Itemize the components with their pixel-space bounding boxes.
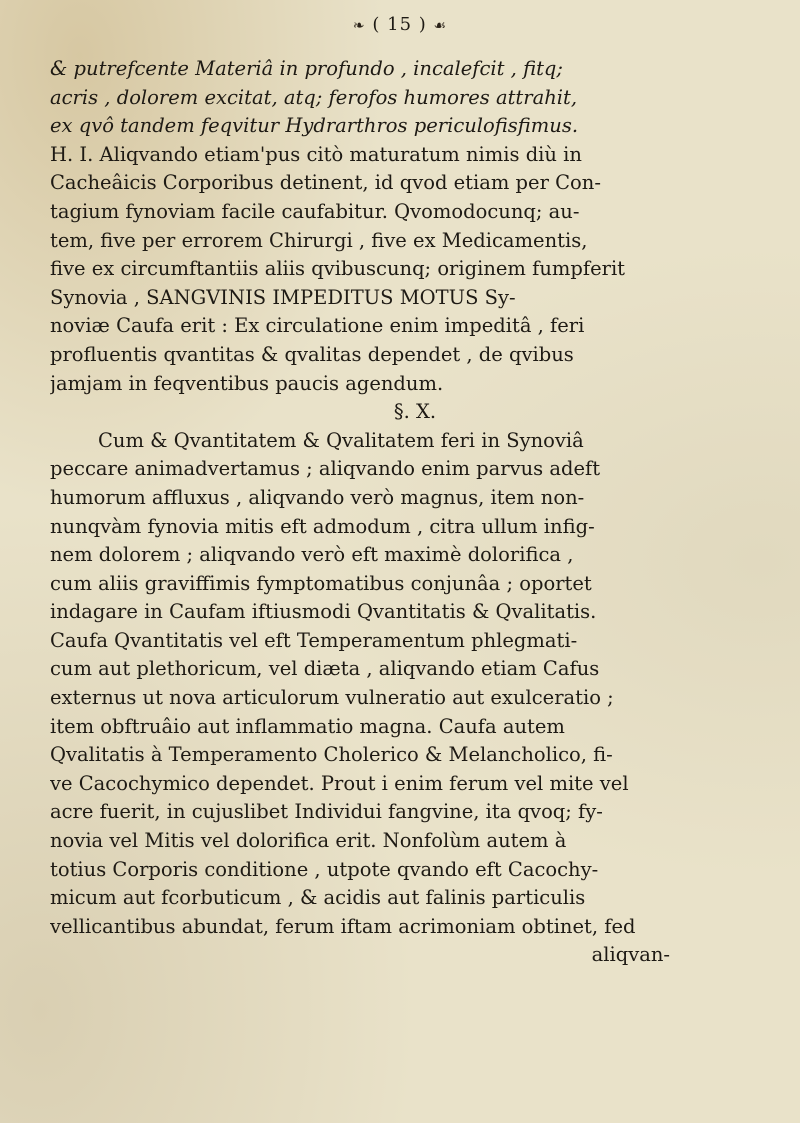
text-line: five ex circumftantiis aliis qvibuscunq; originem fumpferit — [50, 257, 626, 281]
text-line: acris , dolorem excitat, atq; ferofos humores attrahit, — [50, 85, 578, 109]
text-line: externus ut nova articulorum vulneratio aut exulceratio ; — [50, 686, 614, 710]
text-line: profluentis qvantitas & qvalitas dependet , de qvibus — [50, 342, 574, 366]
text-line: & putrefcente Materiâ in profundo , incalefcit , fitq; — [50, 57, 563, 80]
page-number: ( 15 ) — [372, 14, 427, 35]
text-line: acre fuerit, in cujuslibet Individui fangvine, ita qvoq; fy- — [50, 800, 603, 824]
text-line: Synovia , SANGVINIS IMPEDITUS MOTUS Sy- — [50, 285, 516, 309]
text-line: humorum affluxus , aliqvando verò magnus, item non- — [50, 485, 585, 509]
text-line: cum aut plethoricum, vel diæta , aliqvando etiam Cafus — [50, 657, 600, 681]
right-ornament: ☙ — [433, 18, 448, 34]
text-line: micum aut fcorbuticum , & acidis aut falinis particulis — [50, 886, 586, 910]
text-line: tagium fynoviam facile caufabitur. Qvomodocunq; au- — [50, 199, 580, 223]
text-line: tem, five per errorem Chirurgi , five ex Medicamentis, — [50, 228, 588, 252]
text-line: novia vel Mitis vel dolorifica erit. Nonfolùm autem à — [50, 829, 567, 853]
text-line: noviæ Caufa erit : Ex circulatione enim impeditâ , feri — [50, 314, 585, 338]
text-line: Qvalitatis à Temperamento Cholerico & Melancholico, fi- — [50, 743, 613, 767]
text-line: ex qvô tandem feqvitur Hydrarthros periculofisfimus. — [50, 114, 579, 138]
left-ornament: ❧ — [352, 18, 366, 34]
text-line: ve Cacochymico dependet. Prout i enim ferum vel mite vel — [50, 771, 629, 795]
text-line: Caufa Qvantitatis vel eft Temperamentum phlegmati- — [50, 628, 578, 652]
body-text — [50, 55, 740, 970]
text-line: nunqvàm fynovia mitis eft admodum , citra ullum infig- — [50, 514, 595, 538]
text-line: item obftruâio aut inflammatio magna. Caufa autem — [50, 714, 565, 738]
text-line: Cacheâicis Corporibus detinent, id qvod etiam per Con- — [50, 171, 601, 195]
text-line: cum aliis graviffimis fymptomatibus conjunâa ; oportet — [50, 571, 592, 595]
text-line: vellicantibus abundat, ferum iftam acrimoniam obtinet, fed — [50, 914, 636, 938]
catchword: aliqvan- — [591, 943, 670, 967]
text-line: indagare in Caufam iftiusmodi Qvantitatis & Qvalitatis. — [50, 600, 597, 624]
text-line: peccare animadvertamus ; aliqvando enim parvus adeft — [50, 457, 601, 481]
page-header — [0, 14, 800, 35]
text-line: H. I. Aliqvando etiam'pus citò maturatum nimis diù in — [50, 142, 582, 166]
text-line: jamjam in feqventibus paucis agendum. — [50, 371, 444, 395]
section-heading: §. X. — [393, 400, 437, 424]
text-line: nem dolorem ; aliqvando verò eft maximè dolorifica , — [50, 543, 574, 567]
text-line: totius Corporis conditione , utpote qvando eft Cacochy- — [50, 857, 599, 881]
text-line: Cum & Qvantitatem & Qvalitatem feri in Synoviâ — [98, 428, 584, 452]
